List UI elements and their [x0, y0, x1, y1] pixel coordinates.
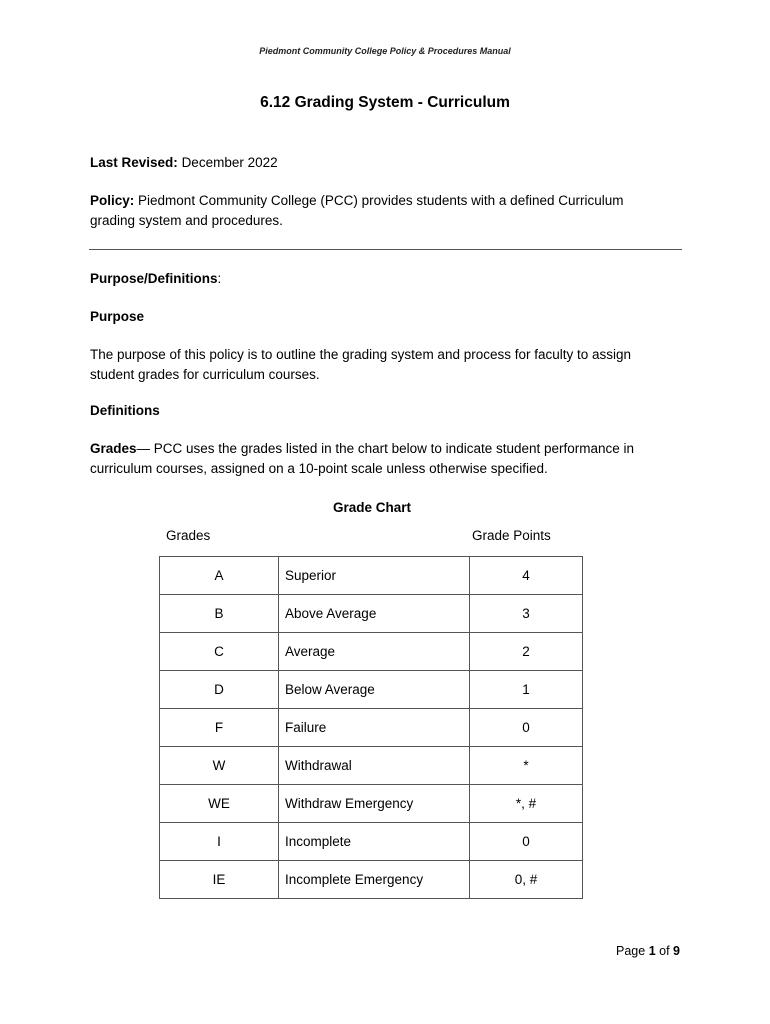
description-cell: Average: [279, 633, 470, 671]
table-row: [160, 633, 583, 671]
points-cell: *, #: [470, 785, 583, 823]
grades-column-header: Grades: [166, 528, 211, 543]
last-revised-value: December 2022: [181, 155, 278, 170]
description-cell: Above Average: [279, 595, 470, 633]
description-cell: Incomplete Emergency: [279, 861, 470, 899]
points-cell: 4: [470, 557, 583, 595]
grade-points-column-header: Grade Points: [472, 528, 551, 543]
table-row: [160, 557, 583, 595]
grade-cell: B: [160, 595, 279, 633]
table-row: [160, 709, 583, 747]
points-cell: 1: [470, 671, 583, 709]
running-header: Piedmont Community College Policy & Procedures Manual: [259, 46, 511, 56]
table-row: [160, 861, 583, 899]
grade-cell: A: [160, 557, 279, 595]
grades-def-label: Grades: [90, 441, 137, 456]
purpose-heading: Purpose: [90, 309, 145, 324]
of-label: of: [659, 944, 670, 958]
grade-chart-title: Grade Chart: [332, 500, 412, 515]
grade-cell: D: [160, 671, 279, 709]
grade-cell: C: [160, 633, 279, 671]
points-cell: *: [470, 747, 583, 785]
grades-def-line-1: — PCC uses the grades listed in the chart below to indicate student performance in: [136, 441, 635, 456]
points-cell: 0: [470, 823, 583, 861]
description-cell: Withdraw Emergency: [279, 785, 470, 823]
description-cell: Superior: [279, 557, 470, 595]
purpose-line-2: student grades for curriculum courses.: [90, 366, 320, 382]
policy-label: Policy:: [90, 193, 135, 208]
page-title: 6.12 Grading System - Curriculum: [260, 94, 510, 111]
description-cell: Incomplete: [279, 823, 470, 861]
grade-chart-table: [159, 556, 583, 899]
purpose-line-1: The purpose of this policy is to outline the grading system and process for faculty to assign: [90, 347, 632, 362]
last-revised-label: Last Revised:: [90, 155, 178, 170]
grades-def-line-2: curriculum courses, assigned on a 10-point scale unless otherwise specified.: [90, 460, 548, 476]
purpose-definitions-heading: [90, 269, 680, 289]
grades-definition: [90, 439, 680, 478]
points-cell: 2: [470, 633, 583, 671]
horizontal-divider: [89, 249, 682, 250]
grade-cell: W: [160, 747, 279, 785]
definitions-heading: Definitions: [90, 403, 160, 418]
current-page: 1: [648, 944, 656, 958]
total-pages: 9: [673, 944, 680, 958]
grade-cell: IE: [160, 861, 279, 899]
grade-cell: F: [160, 709, 279, 747]
description-cell: Failure: [279, 709, 470, 747]
page-number: [616, 944, 680, 958]
description-cell: Withdrawal: [279, 747, 470, 785]
grade-cell: WE: [160, 785, 279, 823]
purpose-definitions-colon: :: [217, 271, 222, 286]
purpose-definitions-heading-text: Purpose/Definitions: [90, 271, 218, 286]
table-row: [160, 823, 583, 861]
table-row: [160, 785, 583, 823]
table-row: [160, 595, 583, 633]
table-row: [160, 747, 583, 785]
points-cell: 3: [470, 595, 583, 633]
policy-line-2: grading system and procedures.: [90, 212, 283, 228]
policy-paragraph: [90, 191, 680, 230]
points-cell: 0: [470, 709, 583, 747]
page-label: Page: [616, 944, 646, 958]
table-row: [160, 671, 583, 709]
purpose-paragraph: [90, 345, 680, 384]
points-cell: 0, #: [470, 861, 583, 899]
description-cell: Below Average: [279, 671, 470, 709]
policy-line-1: Piedmont Community College (PCC) provides students with a defined Curriculum: [138, 193, 624, 208]
grade-cell: I: [160, 823, 279, 861]
last-revised: [90, 153, 680, 173]
